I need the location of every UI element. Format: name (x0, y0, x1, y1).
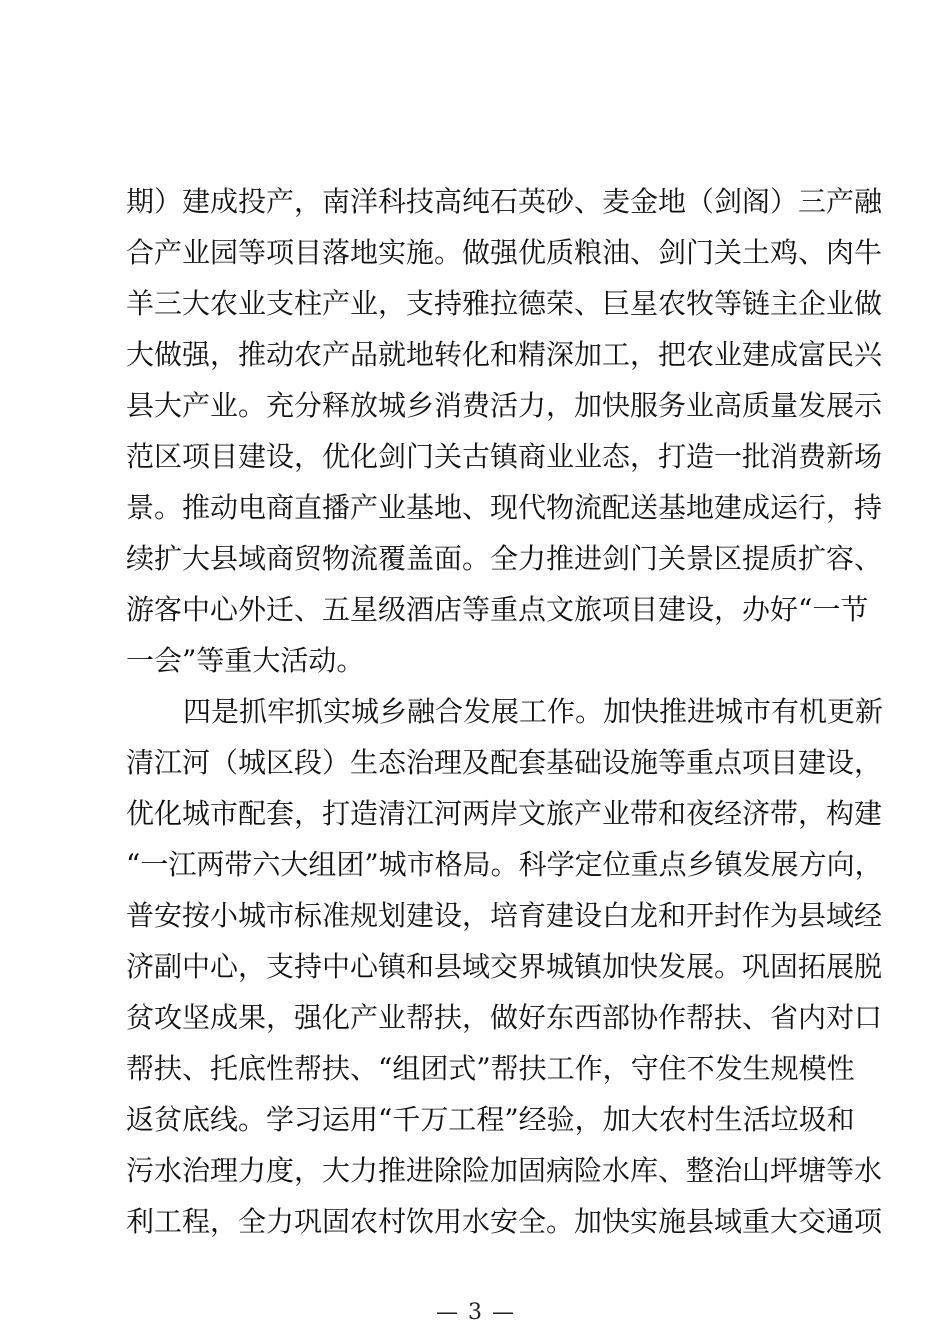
page-number (0, 1300, 950, 1325)
page-number-dash-left: — (436, 1300, 458, 1325)
body-text (126, 176, 884, 1247)
text-line: 济副中心，支持中心镇和县域交界城镇加快发展。巩固拓展脱 (126, 950, 883, 983)
text-line: 合产业园等项目落地实施。做强优质粮油、剑门关土鸡、肉牛 (126, 236, 883, 269)
text-line: 县大产业。充分释放城乡消费活力，加快服务业高质量发展示 (126, 389, 883, 422)
text-line: 羊三大农业支柱产业，支持雅拉德荣、巨星农牧等链主企业做 (126, 287, 883, 320)
text-line: 返贫底线。学习运用“千万工程”经验，加大农村生活垃圾和 (126, 1103, 855, 1136)
text-line: 清江河（城区段）生态治理及配套基础设施等重点项目建设， (126, 746, 883, 779)
page-number-value: 3 (468, 1300, 482, 1325)
text-line: 续扩大县域商贸物流覆盖面。全力推进剑门关景区提质扩容、 (126, 542, 883, 575)
text-line: 大做强，推动农产品就地转化和精深加工，把农业建成富民兴 (126, 338, 883, 371)
text-line: 贫攻坚成果，强化产业帮扶，做好东西部协作帮扶、省内对口 (126, 1001, 883, 1034)
paragraph-first-line: 四是抓牢抓实城乡融合发展工作。加快推进城市有机更新 (183, 695, 884, 728)
text-line: 利工程，全力巩固农村饮用水安全。加快实施县域重大交通项 (126, 1205, 883, 1238)
text-line: 优化城市配套，打造清江河两岸文旅产业带和夜经济带，构建 (126, 797, 883, 830)
text-line: 帮扶、托底性帮扶、“组团式”帮扶工作，守住不发生规模性 (126, 1052, 855, 1085)
text-line: 一会”等重大活动。 (126, 644, 365, 677)
page-number-dash-right: — (492, 1300, 514, 1325)
text-line: “一江两带六大组团”城市格局。科学定位重点乡镇发展方向， (126, 848, 883, 881)
text-line: 污水治理力度，大力推进除险加固病险水库、整治山坪塘等水 (126, 1154, 883, 1187)
text-line: 范区项目建设，优化剑门关古镇商业业态，打造一批消费新场 (126, 440, 883, 473)
text-line: 普安按小城市标准规划建设，培育建设白龙和开封作为县域经 (126, 899, 883, 932)
text-line: 景。推动电商直播产业基地、现代物流配送基地建成运行，持 (126, 491, 883, 524)
text-line: 期）建成投产，南洋科技高纯石英砂、麦金地（剑阁）三产融 (126, 185, 883, 218)
text-line: 游客中心外迁、五星级酒店等重点文旅项目建设，办好“一节 (126, 593, 869, 626)
